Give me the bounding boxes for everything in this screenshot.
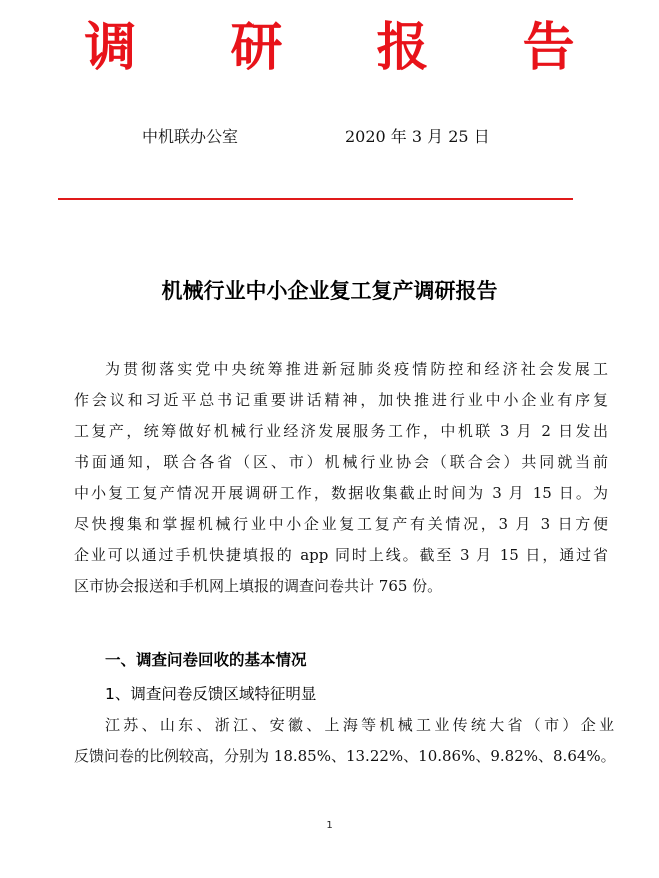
report-banner: 调 研 报 告 [84, 17, 613, 78]
red-divider-line [58, 198, 573, 200]
paragraph-line: 书面通知，联合各省（区、市）机械行业协会（联合会）共同就当前 [74, 453, 608, 471]
paragraph-line: 作会议和习近平总书记重要讲话精神，加快推进行业中小企业有序复 [74, 391, 608, 409]
paragraph-line: 中小复工复产情况开展调研工作，数据收集截止时间为 3 月 15 日。为 [74, 484, 608, 502]
subsection-paragraph [74, 710, 614, 772]
section-heading: 一、调查问卷回收的基本情况 [105, 651, 307, 669]
paragraph-line: 区市协会报送和手机网上填报的调查问卷共计 765 份。 [74, 577, 443, 595]
page-number: 1 [326, 820, 333, 831]
intro-paragraph [74, 354, 608, 602]
subsection-heading: 1、调查问卷反馈区域特征明显 [105, 685, 317, 703]
paragraph-line: 江苏、山东、浙江、安徽、上海等机械工业传统大省（市）企业 [105, 716, 614, 734]
paragraph-line: 为贯彻落实党中央统筹推进新冠肺炎疫情防控和经济社会发展工 [105, 360, 608, 378]
paragraph-line: 尽快搜集和掌握机械行业中小企业复工复产有关情况，3 月 3 日方便 [74, 515, 608, 533]
issue-date: 2020 年 3 月 25 日 [345, 127, 490, 146]
paragraph-line: 反馈问卷的比例较高，分别为 18.85%、13.22%、10.86%、9.82%、8.64%。 [74, 747, 616, 765]
document-title: 机械行业中小企业复工复产调研报告 [161, 279, 498, 303]
paragraph-line: 工复产，统筹做好机械行业经济发展服务工作，中机联 3 月 2 日发出 [74, 422, 608, 440]
issuing-office: 中机联办公室 [142, 127, 239, 146]
paragraph-line: 企业可以通过手机快捷填报的 app 同时上线。截至 3 月 15 日，通过省 [74, 546, 608, 564]
